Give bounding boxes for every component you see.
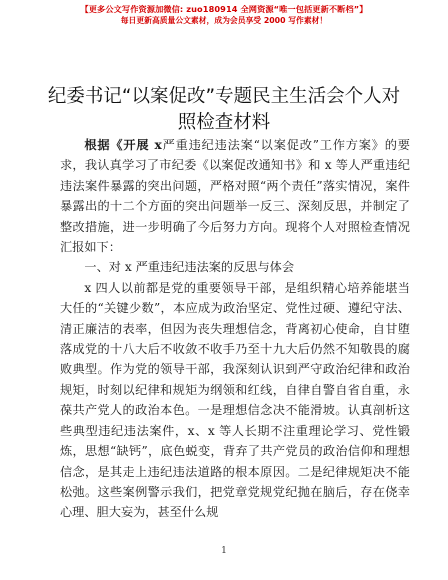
banner-line-1: 【更多公文写作资源加微信: zuo180914 全网资源“唯一包括更新不断档”】: [80, 4, 368, 14]
body-paragraph: x 四人以前都是党的重要领导干部，是组织精心培养能堪当大任的“关键少数”，本应成为政治坚定、党性过硬、遵纪守法、清正廉洁的表率，但因为丧失理想信念，背离初心使命，自甘堕落成党的十八大后不收敛不收手乃至十九大后仍然不知敬畏的腐败典型。作为党的领导干部，我深刻认识到严守政治纪律和政治规矩，时刻以纪律和规矩为纲领和红线，自律自警自省自重，永葆共产党人的政治本色。一是理想信念决不能滑坡。认真剖析这些典型违纪违法案件，x、x 等人长期不注重理论学习、党性锻炼，思想“缺钙”，底色蜕变，背弃了共产党员的政治信仰和理想信念，是其走上违纪违法道路的根本原因。二是纪律规矩决不能松弛。这些案例警示我们，把党章党规党纪抛在脑后，存在侥幸心理、胆大妄为，甚至什么规: [60, 280, 410, 520]
intro-text: 严重违纪违法案“以案促改”工作方案》的要求，我认真学习了市纪委《以案促改通知书》和 x 等人严重违纪违法案件暴露的突出问题，严格对照“两个责任”落实情况，案件暴露出的十二个方面的突出问题举一反三、深刻反思，并制定了整改措施，进一步明确了今后努力方向。现将个人对照检查情况汇报如下：: [60, 138, 410, 255]
page-number: 1: [221, 546, 227, 556]
header-banner: [0, 4, 448, 26]
intro-paragraph: [60, 135, 410, 257]
document-title: 纪委书记“以案促改”专题民主生活会个人对照检查材料: [47, 86, 401, 133]
banner-line-2: 每日更新高质量公文素材，成为会员享受 2000 写作素材！: [120, 16, 328, 25]
document-body: [60, 135, 410, 523]
section-heading: 一、对 x 严重违纪违法案的反思与体会: [84, 260, 295, 275]
intro-bold-prefix: 根据《开展 x: [84, 138, 162, 152]
